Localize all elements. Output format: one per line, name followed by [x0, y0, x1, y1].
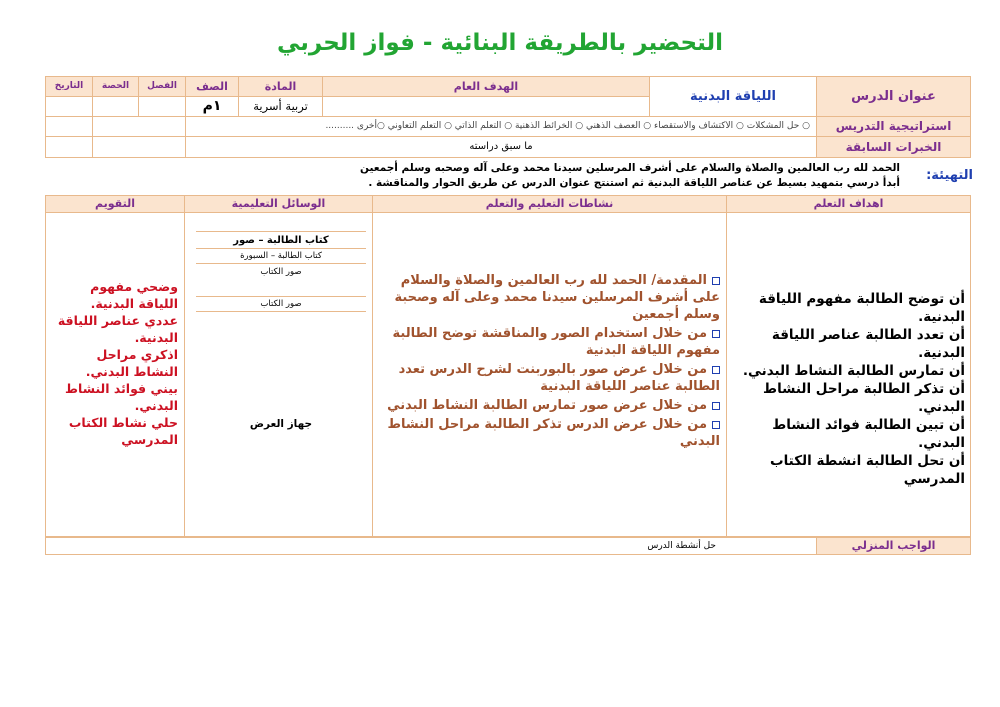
checkbox-icon	[712, 421, 720, 429]
prior-label: الخبرات السابقة	[817, 137, 970, 157]
strategies-list: ○ حل المشكلات ○ الاكتشاف والاستقصاء ○ العصف الذهني ○ الخرائط الذهنية ○ التعلم الذاتي ○ التعلم التعاوني ○أخرى ..........	[325, 121, 810, 131]
prior-value: ما سبق دراسته	[469, 141, 533, 152]
activities-list	[380, 272, 720, 450]
strategy-label: استراتيجية التدريس	[817, 117, 970, 136]
activity-item: من خلال عرض صور بالبوربنت لشرح الدرس تعدد الطالبة عناصر اللياقة البدنية	[398, 362, 720, 394]
page-title: التحضير بالطريقة البنائية - فواز الحربي	[276, 30, 723, 56]
aid-item: صور الكتاب	[260, 299, 302, 309]
intro-label: التهيئة:	[926, 168, 973, 183]
evaluation-item: بيني فوائد النشاط البدني.	[65, 381, 178, 413]
aid-item: كتاب الطالبة – السبورة	[240, 251, 322, 261]
evaluation-item: عددي عناصر اللياقة البدنية.	[57, 313, 178, 345]
aid-item: كتاب الطالبة – صور	[233, 235, 329, 246]
objective-item: أن تمارس الطالبة النشاط البدني.	[742, 363, 965, 379]
aid-item: جهاز العرض	[249, 418, 313, 430]
homework-value: حل أنشطة الدرس	[647, 541, 716, 551]
objective-item: أن تحل الطالبة انشطة الكتاب المدرسي	[770, 453, 965, 487]
checkbox-icon	[712, 366, 720, 374]
objective-item: أن توضح الطالبة مفهوم اللياقة البدنية.	[758, 291, 965, 325]
activity-item: من خلال عرض الدرس تذكر الطالبة مراحل النشاط البدني	[387, 417, 720, 449]
checkbox-icon	[712, 277, 720, 285]
evaluation-list	[52, 278, 178, 448]
objective-item: أن تبين الطالبة فوائد النشاط البدني.	[772, 417, 965, 451]
lesson-title: اللياقة البدنية	[690, 89, 776, 104]
activity-item: المقدمة/ الحمد لله رب العالمين والصلاة والسلام على أشرف المرسلين سيدنا محمد وعلى آله وصحبة وسلم أجمعين	[394, 273, 720, 322]
homework-label: الواجب المنزلي	[817, 538, 970, 554]
checkbox-icon	[712, 330, 720, 338]
aid-item: صور الكتاب	[260, 267, 302, 277]
evaluation-item: وضحي مفهوم اللياقة البدنية.	[90, 279, 178, 311]
col-activities: نشاطات التعليم والتعلم	[373, 196, 726, 212]
evaluation-item: حلي نشاط الكتاب المدرسي	[68, 415, 178, 447]
objectives-list	[735, 290, 965, 488]
grade-label: الصف	[186, 77, 238, 96]
general-goal-label: الهدف العام	[323, 77, 649, 96]
checkbox-icon	[712, 402, 720, 410]
objective-item: أن تذكر الطالبة مراحل النشاط البدني.	[763, 381, 965, 415]
grade-value: ١م	[202, 98, 222, 114]
subject-label: المادة	[239, 77, 322, 96]
subject-value: تربية أسرية	[253, 99, 308, 113]
evaluation-item: اذكري مراحل النشاط البدني.	[85, 347, 178, 379]
objective-item: أن تعدد الطالبة عناصر اللياقة البدنية.	[771, 327, 965, 361]
col-evaluation: التقويم	[46, 196, 184, 212]
period-label: الحصة	[93, 77, 138, 96]
intro-line-2: أبدأ درسي بتمهيد بسيط عن عناصر اللياقة البدنية ثم استنتج عنوان الدرس عن طريق الحوار والمناقشة .	[368, 177, 900, 189]
lesson-title-label: عنوان الدرس	[817, 77, 970, 116]
activity-item: من خلال استخدام الصور والمناقشة توضح الطالبة مفهوم اللياقة البدنية	[392, 326, 720, 358]
class-label: الفصل	[139, 77, 185, 96]
date-label: التاريخ	[46, 77, 92, 96]
col-objectives: اهداف التعلم	[727, 196, 970, 212]
activity-item: من خلال عرض صور تمارس الطالبة النشاط البدني	[380, 397, 720, 414]
col-aids: الوسائل التعليمية	[185, 196, 372, 212]
intro-line-1: الحمد لله رب العالمين والصلاة والسلام على أشرف المرسلين سيدنا محمد وعلى آله وصحبه وسلم أجمعين	[360, 162, 900, 174]
